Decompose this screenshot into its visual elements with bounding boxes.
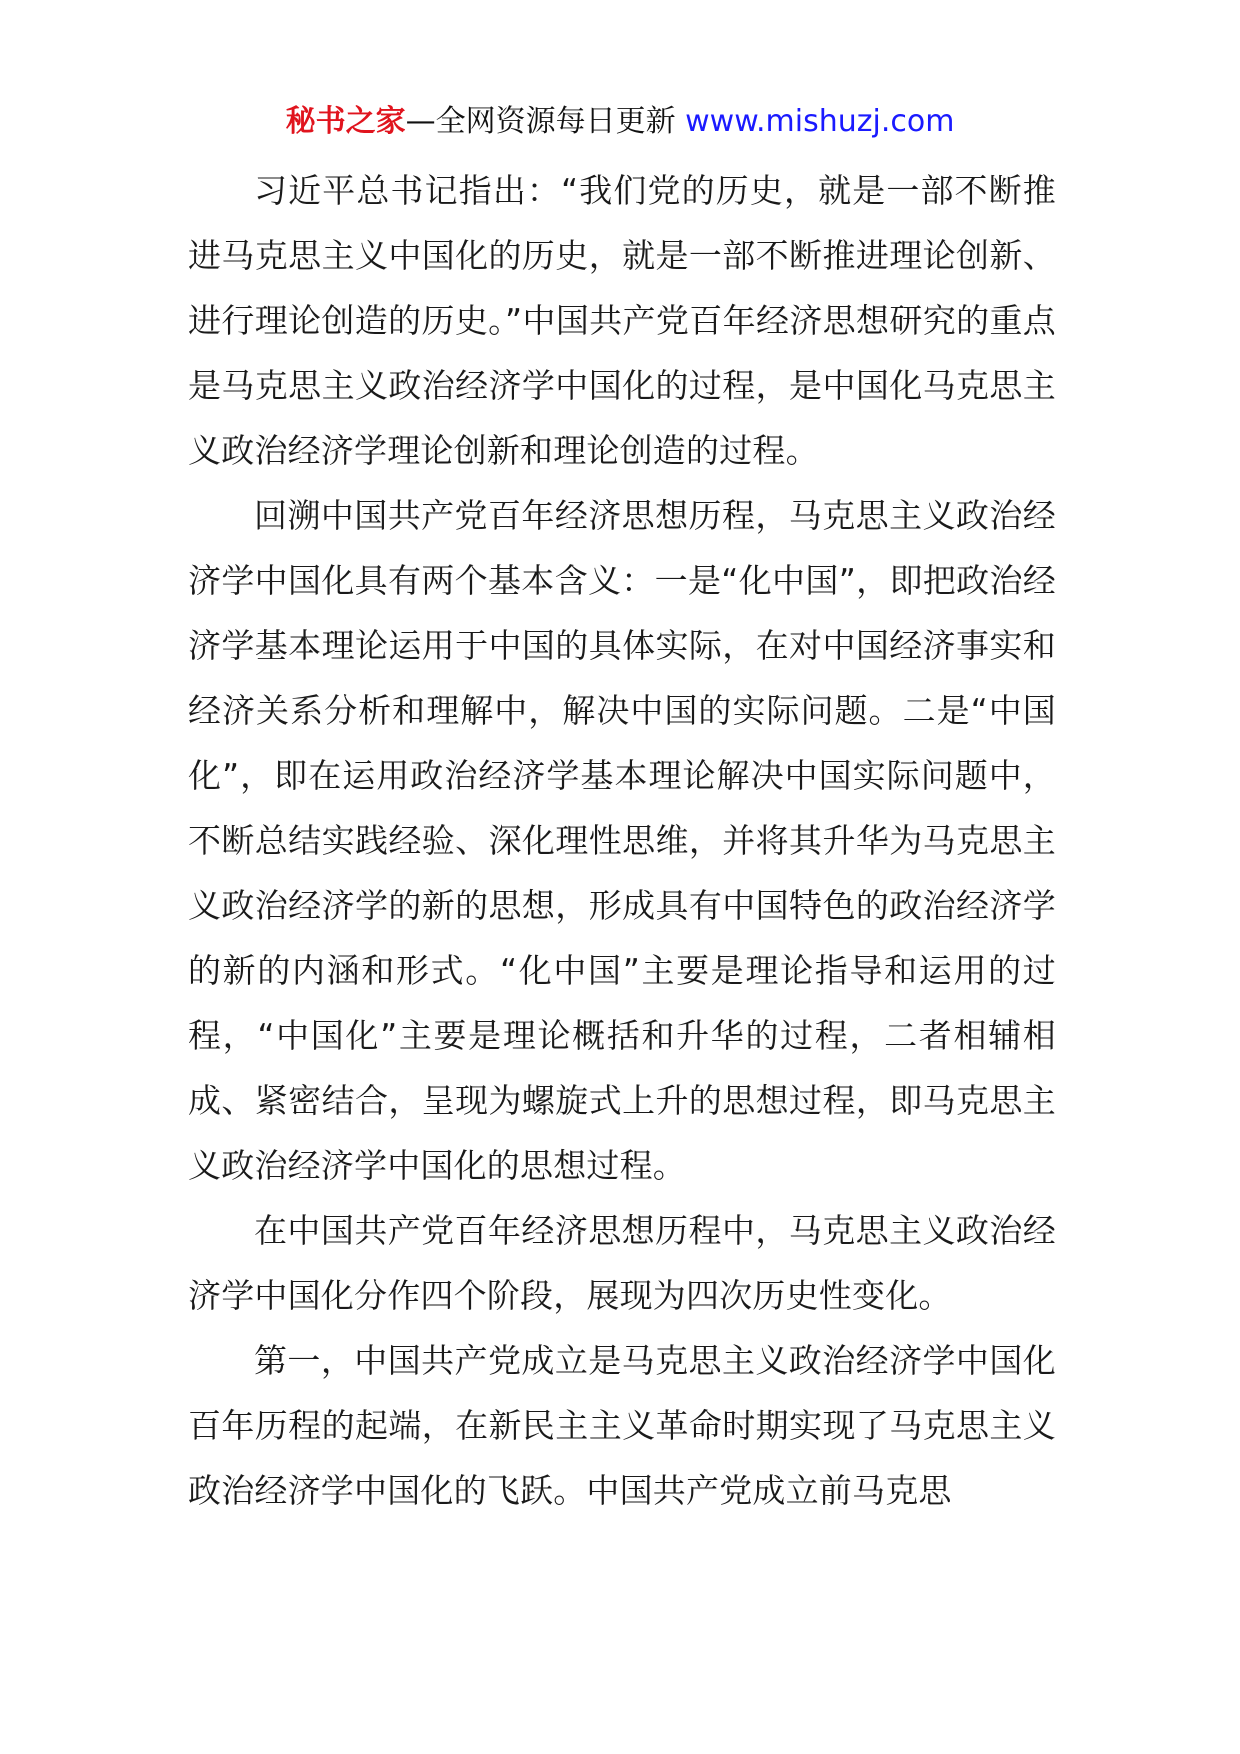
site-url-link[interactable]: www.mishuzj.com: [685, 104, 955, 139]
site-header: [0, 102, 1240, 142]
brand-name: 秘书之家: [285, 104, 406, 139]
paragraph-3: 在中国共产党百年经济思想历程中，马克思主义政治经济学中国化分作四个阶段，展现为四次历史性变化。: [188, 1211, 1056, 1315]
article-body: [188, 158, 1056, 1523]
paragraph-4: 第一，中国共产党成立是马克思主义政治经济学中国化百年历程的起端，在新民主主义革命时期实现了马克思主义政治经济学中国化的飞跃。中国共产党成立前马克思: [188, 1341, 1056, 1510]
paragraph-2: 回溯中国共产党百年经济思想历程，马克思主义政治经济学中国化具有两个基本含义：一是“化中国”，即把政治经济学基本理论运用于中国的具体实际，在对中国经济事实和经济关系分析和理解中，解决中国的实际问题。二是“中国化”，即在运用政治经济学基本理论解决中国实际问题中，不断总结实践经验、深化理性思维，并将其升华为马克思主义政治经济学的新的思想，形成具有中国特色的政治经济学的新的内涵和形式。“化中国”主要是理论指导和运用的过程，“中国化”主要是理论概括和升华的过程，二者相辅相成、紧密结合，呈现为螺旋式上升的思想过程，即马克思主义政治经济学中国化的思想过程。: [188, 496, 1056, 1185]
header-tagline: —全网资源每日更新: [405, 104, 686, 139]
paragraph-1: 习近平总书记指出：“我们党的历史，就是一部不断推进马克思主义中国化的历史，就是一部不断推进理论创新、进行理论创造的历史。”中国共产党百年经济思想研究的重点是马克思主义政治经济学中国化的过程，是中国化马克思主义政治经济学理论创新和理论创造的过程。: [188, 171, 1056, 470]
